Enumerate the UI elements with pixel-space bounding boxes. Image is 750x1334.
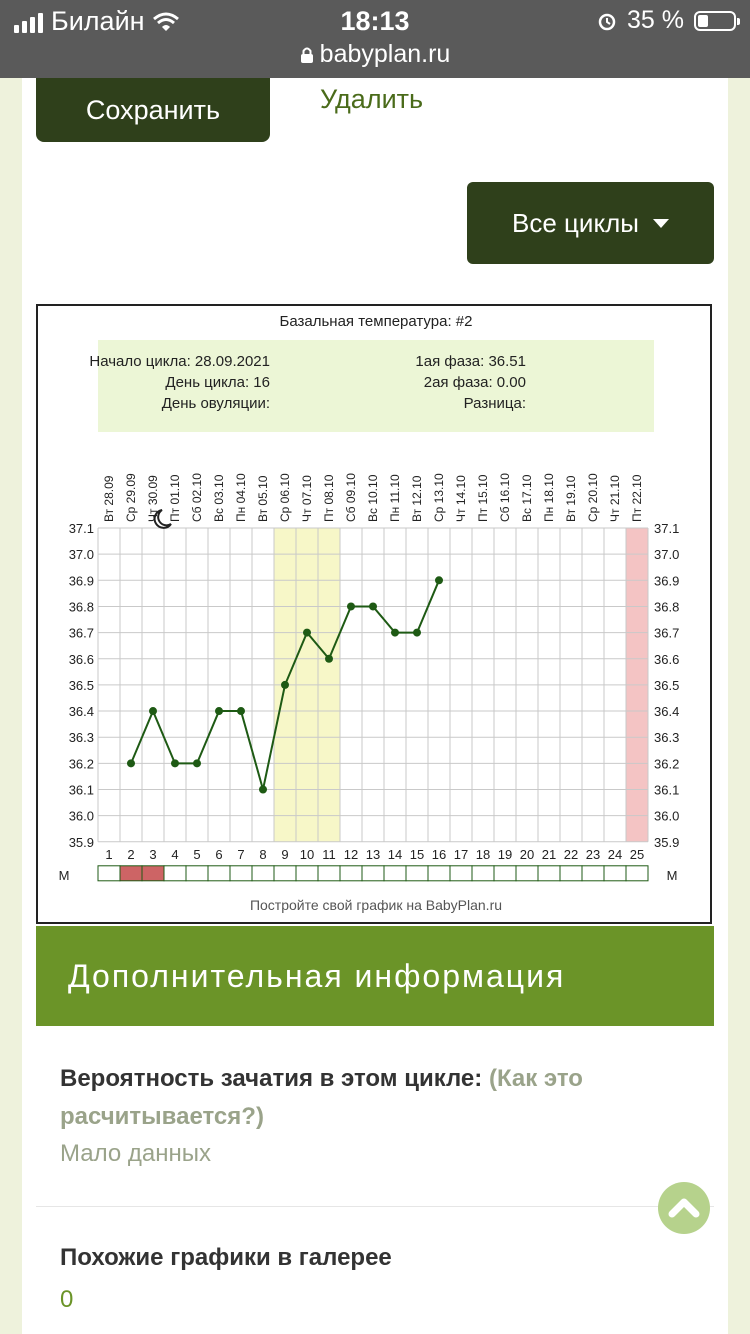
date-label: Чт 14.10 xyxy=(454,475,468,522)
y-tick-label-right: 37.1 xyxy=(654,521,680,536)
day-number-label: 19 xyxy=(497,846,513,862)
date-label: Пн 18.10 xyxy=(542,473,556,522)
day-number-label: 6 xyxy=(215,846,223,862)
y-tick-label-left: 36.5 xyxy=(68,677,94,693)
day-number-label: 23 xyxy=(585,846,601,862)
menstruation-cell xyxy=(362,866,384,881)
menstruation-cell xyxy=(604,866,626,881)
y-tick-label-left: 36.8 xyxy=(68,599,94,615)
menstruation-cell xyxy=(120,866,142,881)
menstruation-cell xyxy=(560,866,582,881)
menstruation-cell xyxy=(142,866,164,881)
ovulation-day: День овуляции: xyxy=(161,395,270,412)
day-number-label: 14 xyxy=(387,846,403,862)
caret-down-icon xyxy=(653,219,669,228)
y-tick-label-left: 37.0 xyxy=(68,547,94,563)
menstruation-cell xyxy=(164,866,186,881)
save-button[interactable]: Сохранить xyxy=(36,78,270,142)
date-label: Ср 06.10 xyxy=(278,473,292,522)
additional-info-header: Дополнительная информация xyxy=(36,926,714,1026)
day-number-label: 4 xyxy=(171,846,179,862)
menstruation-cell xyxy=(472,866,494,881)
scroll-top-button[interactable] xyxy=(658,1182,710,1234)
day-number-label: 5 xyxy=(193,846,201,862)
temperature-point xyxy=(193,759,201,767)
y-tick-label-right: 36.9 xyxy=(654,573,680,589)
day-number-label: 9 xyxy=(281,846,289,862)
day-number-label: 25 xyxy=(629,846,645,862)
day-number-label: 15 xyxy=(409,846,425,862)
temperature-point xyxy=(347,602,355,610)
m-label-right: М xyxy=(666,868,678,883)
battery-percent: 35 % xyxy=(627,6,684,34)
day-number-label: 18 xyxy=(475,846,491,862)
conception-probability xyxy=(60,1060,660,1136)
day-number-label: 10 xyxy=(299,846,315,862)
menstruation-cell xyxy=(538,866,560,881)
similar-charts-label: Похожие графики в галерее xyxy=(60,1244,392,1271)
day-number-label: 22 xyxy=(563,846,579,862)
divider xyxy=(36,1206,714,1207)
difference: Разница: xyxy=(463,395,526,412)
y-tick-label-left: 37.1 xyxy=(68,521,94,536)
date-label: Чт 21.10 xyxy=(608,475,622,522)
day-number-label: 13 xyxy=(365,846,381,862)
temperature-point xyxy=(435,576,443,584)
day-number-label: 7 xyxy=(237,846,245,862)
date-label: Вт 05.10 xyxy=(256,475,270,522)
date-label: Вт 12.10 xyxy=(410,475,424,522)
all-cycles-button[interactable] xyxy=(467,182,714,264)
chevron-up-icon xyxy=(658,1182,710,1234)
menstruation-cell xyxy=(186,866,208,881)
phase-2: 2ая фаза: 0.00 xyxy=(423,374,526,391)
day-number-label: 2 xyxy=(127,846,135,862)
temperature-point xyxy=(149,707,157,715)
day-number-label: 24 xyxy=(607,846,623,862)
y-tick-label-left: 36.7 xyxy=(68,625,94,641)
date-label: Ср 20.10 xyxy=(586,473,600,522)
m-label-left: М xyxy=(58,868,70,883)
menstruation-cell xyxy=(208,866,230,881)
chart-footer: Постройте свой график на BabyPlan.ru xyxy=(249,897,503,913)
date-label: Вс 17.10 xyxy=(520,474,534,522)
menstruation-cell xyxy=(230,866,252,881)
carrier-name: Билайн xyxy=(51,6,145,36)
status-bar xyxy=(0,0,750,78)
menstruation-cell xyxy=(274,866,296,881)
date-label: Чт 30.09 xyxy=(146,475,160,522)
day-number-label: 3 xyxy=(149,846,157,862)
temperature-point xyxy=(391,629,399,637)
date-label: Пт 15.10 xyxy=(476,474,490,522)
y-tick-label-left: 36.1 xyxy=(68,782,94,798)
url-bar[interactable] xyxy=(0,40,750,69)
url-text: babyplan.ru xyxy=(319,40,451,68)
day-number-label: 8 xyxy=(259,846,267,862)
temperature-point xyxy=(303,629,311,637)
day-number-label: 12 xyxy=(343,846,359,862)
y-tick-label-left: 36.9 xyxy=(68,573,94,589)
menstruation-cell xyxy=(428,866,450,881)
temperature-point xyxy=(413,629,421,637)
menstruation-cell xyxy=(626,866,648,881)
menstruation-cell xyxy=(318,866,340,881)
temperature-point xyxy=(127,759,135,767)
temperature-point xyxy=(171,759,179,767)
date-label: Вс 03.10 xyxy=(212,474,226,522)
temperature-point xyxy=(369,602,377,610)
day-number-label: 20 xyxy=(519,846,535,862)
probability-value: Мало данных xyxy=(60,1140,212,1167)
date-label: Ср 29.09 xyxy=(124,473,138,522)
date-label: Вс 10.10 xyxy=(366,474,380,522)
clock: 18:13 xyxy=(340,6,410,36)
date-label: Пн 11.10 xyxy=(388,474,402,522)
day-number-label: 11 xyxy=(322,846,336,862)
temperature-point xyxy=(281,681,289,689)
chart-title: Базальная температура: #2 xyxy=(279,313,473,330)
menstruation-cell xyxy=(406,866,428,881)
y-tick-label-right: 35.9 xyxy=(654,834,680,850)
date-label: Сб 16.10 xyxy=(498,473,512,522)
date-label: Пт 08.10 xyxy=(322,474,336,522)
probability-label: Вероятность зачатия в этом цикле: xyxy=(60,1065,483,1092)
chart-svg xyxy=(38,306,714,926)
similar-charts-count[interactable]: 0 xyxy=(60,1286,74,1313)
y-tick-label-right: 36.2 xyxy=(654,756,680,772)
y-tick-label-right: 36.3 xyxy=(654,730,680,746)
date-label: Вт 28.09 xyxy=(102,475,116,522)
phase-1: 1ая фаза: 36.51 xyxy=(415,353,526,370)
date-label: Сб 09.10 xyxy=(344,473,358,522)
delete-link[interactable]: Удалить xyxy=(320,84,424,114)
menstruation-cell xyxy=(296,866,318,881)
y-tick-label-left: 36.3 xyxy=(68,730,94,746)
bbt-chart xyxy=(36,304,712,924)
y-tick-label-right: 37.0 xyxy=(654,547,680,563)
temperature-point xyxy=(215,707,223,715)
day-number-label: 21 xyxy=(541,846,557,862)
date-label: Сб 02.10 xyxy=(190,473,204,522)
menstruation-cell xyxy=(252,866,274,881)
y-tick-label-right: 36.5 xyxy=(654,677,680,693)
y-tick-label-right: 36.6 xyxy=(654,651,680,667)
day-number-label: 16 xyxy=(431,846,447,862)
date-label: Ср 13.10 xyxy=(432,473,446,522)
temperature-point xyxy=(325,655,333,663)
cycle-day: День цикла: 16 xyxy=(165,374,270,391)
temperature-point xyxy=(237,707,245,715)
probability-how-link[interactable]: (Как это расчитывается?) xyxy=(60,1065,583,1130)
day-number-label: 17 xyxy=(453,846,469,862)
alarm-icon xyxy=(597,11,617,31)
menstruation-cell xyxy=(494,866,516,881)
y-tick-label-left: 36.2 xyxy=(68,756,94,772)
date-label: Пн 04.10 xyxy=(234,473,248,522)
menstruation-cell xyxy=(582,866,604,881)
date-label: Чт 07.10 xyxy=(300,475,314,522)
y-tick-label-right: 36.8 xyxy=(654,599,680,615)
y-tick-label-right: 36.4 xyxy=(654,704,680,720)
battery-icon xyxy=(694,11,736,31)
date-label: Пт 22.10 xyxy=(630,474,644,522)
temperature-point xyxy=(259,786,267,794)
menstruation-cell xyxy=(340,866,362,881)
y-tick-label-left: 35.9 xyxy=(68,834,94,850)
day-number-label: 1 xyxy=(105,846,113,862)
menstruation-cell xyxy=(516,866,538,881)
date-label: Вт 19.10 xyxy=(564,475,578,522)
y-tick-label-left: 36.4 xyxy=(68,704,94,720)
page xyxy=(22,78,728,1334)
y-tick-label-right: 36.0 xyxy=(654,808,680,824)
y-tick-label-right: 36.1 xyxy=(654,782,680,798)
menstruation-cell xyxy=(450,866,472,881)
y-tick-label-left: 36.6 xyxy=(68,651,94,667)
y-tick-label-right: 36.7 xyxy=(654,625,680,641)
menstruation-cell xyxy=(384,866,406,881)
lock-icon xyxy=(300,46,314,64)
menstruation-cell xyxy=(98,866,120,881)
y-tick-label-left: 36.0 xyxy=(68,808,94,824)
cycle-start: Начало цикла: 28.09.2021 xyxy=(89,353,270,370)
all-cycles-label: Все циклы xyxy=(512,207,639,238)
date-label: Пт 01.10 xyxy=(168,474,182,522)
